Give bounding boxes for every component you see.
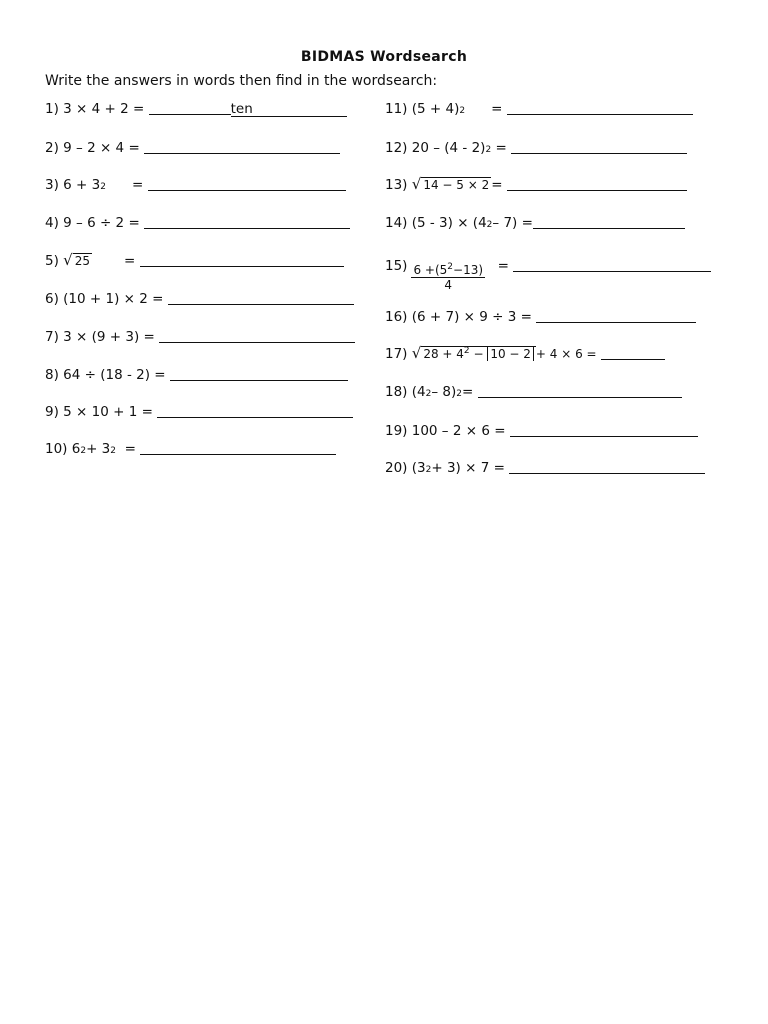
answer-field-4[interactable] bbox=[144, 214, 350, 229]
question-2: 2) 9 – 2 × 4 = bbox=[45, 137, 340, 157]
answer-field-18[interactable] bbox=[478, 383, 682, 398]
answer-field-12[interactable] bbox=[511, 139, 687, 154]
answer-text-1: ten bbox=[230, 101, 253, 117]
answer-field-9[interactable] bbox=[157, 403, 353, 418]
answer-field-1[interactable] bbox=[231, 102, 347, 117]
answer-field-8[interactable] bbox=[170, 366, 348, 381]
question-13: 13) √ 14 − 5 × 2 = bbox=[385, 174, 687, 194]
question-3: 3) 6 + 3 2 = bbox=[45, 174, 346, 194]
question-18: 18) (4 2 – 8) 2 = bbox=[385, 381, 682, 401]
answer-field-16[interactable] bbox=[536, 308, 696, 323]
answer-field-3[interactable] bbox=[148, 176, 346, 191]
question-15: 15) $\frac{6 +(5^2-13)}{4}$ = bbox=[385, 255, 711, 288]
question-19: 19) 100 – 2 × 6 = bbox=[385, 420, 698, 440]
question-6: 6) (10 + 1) × 2 = bbox=[45, 288, 354, 308]
answer-field-7[interactable] bbox=[159, 328, 355, 343]
answer-field-13[interactable] bbox=[507, 176, 687, 191]
answer-field-2[interactable] bbox=[144, 139, 340, 154]
question-1: 1) 3 × 4 + 2 = ten bbox=[45, 98, 347, 118]
fraction: $\frac{6 +(5^2-13)}{4}$ bbox=[413, 262, 484, 292]
question-16: 16) (6 + 7) × 9 ÷ 3 = bbox=[385, 306, 696, 326]
question-5: 5) √ 25 = bbox=[45, 250, 344, 270]
question-4: 4) 9 – 6 ÷ 2 = bbox=[45, 212, 350, 232]
answer-field-11[interactable] bbox=[507, 100, 693, 115]
answer-field-20[interactable] bbox=[509, 459, 705, 474]
question-11: 11) (5 + 4) 2 = bbox=[385, 98, 693, 118]
answer-field-10[interactable] bbox=[140, 440, 336, 455]
question-20: 20) (3 2 + 3) × 7 = bbox=[385, 457, 705, 477]
question-9: 9) 5 × 10 + 1 = bbox=[45, 401, 353, 421]
answer-field-5[interactable] bbox=[140, 252, 344, 267]
question-7: 7) 3 × (9 + 3) = bbox=[45, 326, 355, 346]
answer-field-15[interactable] bbox=[513, 257, 711, 272]
question-12: 12) 20 – (4 - 2) 2 = bbox=[385, 137, 687, 157]
question-17: 17) √ $28 + 4^2 - 10 - 2$ + 4 × 6 = bbox=[385, 343, 665, 363]
question-8: 8) 64 ÷ (18 - 2) = bbox=[45, 364, 348, 384]
page-title: BIDMAS Wordsearch bbox=[300, 49, 468, 65]
answer-field-19[interactable] bbox=[510, 422, 698, 437]
answer-field-14[interactable] bbox=[533, 214, 685, 229]
question-14: 14) (5 - 3) × (4 2 – 7) = bbox=[385, 212, 685, 232]
answer-field-17[interactable] bbox=[601, 345, 665, 360]
question-10: 10) 6 2 + 3 2 = bbox=[45, 438, 336, 458]
answer-field-6[interactable] bbox=[168, 290, 354, 305]
instructions: Write the answers in words then find in the wordsearch: bbox=[45, 73, 438, 89]
